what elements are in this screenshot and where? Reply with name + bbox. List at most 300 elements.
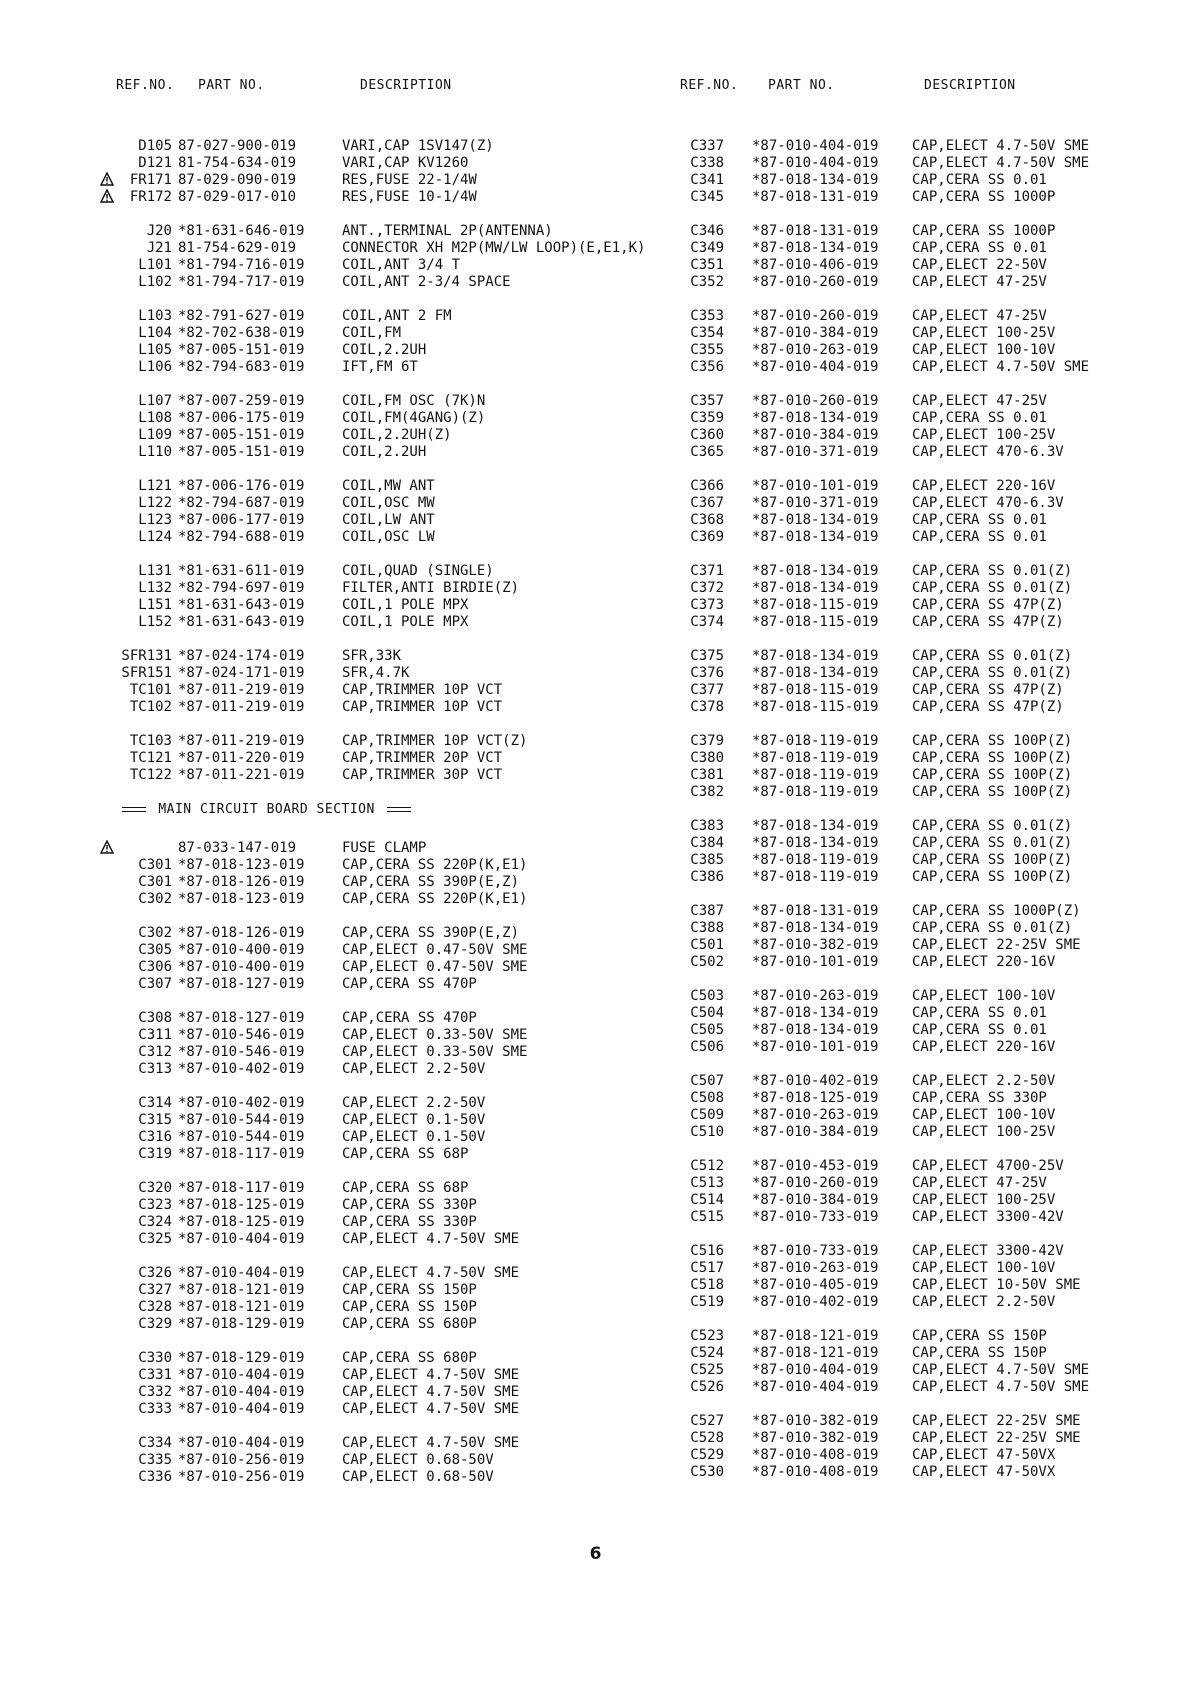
part-row <box>680 1175 1180 1192</box>
part-description: CAP,ELECT 3300-42V <box>912 1243 1064 1259</box>
part-group <box>112 478 672 546</box>
part-description: CAP,ELECT 100-25V <box>912 1192 1056 1208</box>
part-ref-no: C353 <box>690 308 724 324</box>
part-row <box>680 1260 1180 1277</box>
part-row <box>680 1447 1180 1464</box>
part-ref-no: L132 <box>138 580 172 596</box>
part-number: *87-010-402-019 <box>752 1073 879 1089</box>
part-description: CAP,CERA SS 100P(Z) <box>912 784 1073 800</box>
part-ref-no: C507 <box>690 1073 724 1089</box>
part-ref-no: TC122 <box>129 767 172 783</box>
part-ref-no: J21 <box>146 240 172 256</box>
part-number: *87-018-125-019 <box>752 1090 879 1106</box>
part-description: CAP,ELECT 22-25V SME <box>912 1413 1081 1429</box>
part-number: *87-010-371-019 <box>752 495 879 511</box>
part-number: *87-010-400-019 <box>178 942 305 958</box>
part-row <box>680 869 1180 886</box>
part-group <box>680 138 1180 206</box>
part-number: *87-018-127-019 <box>178 1010 305 1026</box>
part-number: *87-010-404-019 <box>178 1367 305 1383</box>
part-row <box>112 648 672 665</box>
part-number: *87-018-134-019 <box>752 172 879 188</box>
part-ref-no: C335 <box>138 1452 172 1468</box>
part-number: *87-018-134-019 <box>752 240 879 256</box>
part-group <box>680 818 1180 886</box>
part-group <box>680 1158 1180 1226</box>
part-description: CAP,ELECT 0.33-50V SME <box>342 1027 528 1043</box>
part-number: *87-010-263-019 <box>752 988 879 1004</box>
part-ref-no: C301 <box>138 857 172 873</box>
part-row <box>112 1197 672 1214</box>
part-ref-no: C351 <box>690 257 724 273</box>
part-ref-no: L101 <box>138 257 172 273</box>
part-number: *87-011-220-019 <box>178 750 305 766</box>
part-ref-no: C334 <box>138 1435 172 1451</box>
part-description: CAP,CERA SS 0.01 <box>912 1022 1047 1038</box>
part-group <box>680 1073 1180 1141</box>
part-description: CAP,ELECT 47-25V <box>912 308 1047 324</box>
part-ref-no: C376 <box>690 665 724 681</box>
part-row <box>680 954 1180 971</box>
part-ref-no: C512 <box>690 1158 724 1174</box>
part-ref-no: C515 <box>690 1209 724 1225</box>
part-row <box>680 1294 1180 1311</box>
part-row <box>680 835 1180 852</box>
part-row <box>680 512 1180 529</box>
part-description: CAP,ELECT 220-16V <box>912 478 1056 494</box>
part-ref-no: C330 <box>138 1350 172 1366</box>
part-row <box>112 274 672 291</box>
part-number: *87-018-131-019 <box>752 223 879 239</box>
part-ref-no: C354 <box>690 325 724 341</box>
part-number: *87-010-404-019 <box>178 1265 305 1281</box>
part-description: CAP,ELECT 2.2-50V <box>912 1073 1056 1089</box>
part-row <box>680 648 1180 665</box>
part-ref-no: C509 <box>690 1107 724 1123</box>
part-ref-no: L110 <box>138 444 172 460</box>
part-row <box>112 308 672 325</box>
part-description: CAP,ELECT 0.68-50V <box>342 1469 494 1485</box>
part-description: CAP,ELECT 0.1-50V <box>342 1129 486 1145</box>
part-ref-no: C302 <box>138 891 172 907</box>
part-number: *87-010-384-019 <box>752 1124 879 1140</box>
part-number: *87-010-384-019 <box>752 427 879 443</box>
part-description: CAP,CERA SS 47P(Z) <box>912 682 1064 698</box>
part-group <box>112 840 672 908</box>
part-ref-no: FR172 <box>129 189 172 205</box>
part-description: CAP,CERA SS 68P <box>342 1146 469 1162</box>
part-number: *87-010-260-019 <box>752 308 879 324</box>
part-ref-no: C385 <box>690 852 724 868</box>
part-ref-no: C523 <box>690 1328 724 1344</box>
part-row <box>680 1090 1180 1107</box>
part-description: CAP,TRIMMER 10P VCT <box>342 682 503 698</box>
part-description: CAP,ELECT 4.7-50V SME <box>912 155 1090 171</box>
part-row <box>112 733 672 750</box>
part-row <box>112 857 672 874</box>
part-description: CAP,CERA SS 0.01 <box>912 1005 1047 1021</box>
part-description: SFR,4.7K <box>342 665 410 681</box>
part-description: CAP,CERA SS 0.01(Z) <box>912 563 1073 579</box>
part-number: *87-018-119-019 <box>752 750 879 766</box>
part-number: *87-010-408-019 <box>752 1447 879 1463</box>
part-row <box>680 1430 1180 1447</box>
part-group <box>112 223 672 291</box>
part-description: CAP,CERA SS 0.01 <box>912 172 1047 188</box>
part-ref-no: C306 <box>138 959 172 975</box>
part-number: *82-794-687-019 <box>178 495 305 511</box>
part-row <box>112 444 672 461</box>
part-description: CAP,CERA SS 390P(E,Z) <box>342 925 520 941</box>
part-ref-no: C384 <box>690 835 724 851</box>
part-description: CAP,ELECT 470-6.3V <box>912 495 1064 511</box>
part-description: CAP,CERA SS 680P <box>342 1350 477 1366</box>
part-row <box>680 852 1180 869</box>
part-description: CAP,CERA SS 390P(E,Z) <box>342 874 520 890</box>
part-number: *87-018-134-019 <box>752 410 879 426</box>
right-column <box>680 78 1180 1498</box>
part-ref-no: L124 <box>138 529 172 545</box>
part-row <box>680 342 1180 359</box>
left-column <box>112 78 672 1503</box>
part-group <box>680 308 1180 376</box>
part-number: *82-702-638-019 <box>178 325 305 341</box>
part-group <box>112 1350 672 1418</box>
part-number: *81-631-646-019 <box>178 223 305 239</box>
part-number: *87-024-171-019 <box>178 665 305 681</box>
part-description: CAP,ELECT 100-10V <box>912 1107 1056 1123</box>
part-number: *87-010-404-019 <box>178 1401 305 1417</box>
part-row <box>680 1464 1180 1481</box>
part-ref-no: C356 <box>690 359 724 375</box>
part-number: *87-018-126-019 <box>178 925 305 941</box>
part-number: *87-018-134-019 <box>752 580 879 596</box>
part-number: *87-010-256-019 <box>178 1452 305 1468</box>
part-ref-no: C327 <box>138 1282 172 1298</box>
part-ref-no: SFR151 <box>121 665 172 681</box>
part-ref-no: C336 <box>138 1469 172 1485</box>
part-group <box>112 1265 672 1333</box>
part-number: *87-010-101-019 <box>752 1039 879 1055</box>
part-row <box>680 1073 1180 1090</box>
part-number: *87-024-174-019 <box>178 648 305 664</box>
part-number: *87-005-151-019 <box>178 444 305 460</box>
part-ref-no: C357 <box>690 393 724 409</box>
part-row <box>680 1005 1180 1022</box>
part-row <box>112 393 672 410</box>
part-description: RES,FUSE 10-1/4W <box>342 189 477 205</box>
part-row <box>680 920 1180 937</box>
part-row <box>680 903 1180 920</box>
part-number: *87-010-400-019 <box>178 959 305 975</box>
part-ref-no: C365 <box>690 444 724 460</box>
part-ref-no: C308 <box>138 1010 172 1026</box>
part-number: *87-010-260-019 <box>752 393 879 409</box>
part-description: COIL,FM(4GANG)(Z) <box>342 410 486 426</box>
part-number: *87-010-402-019 <box>178 1095 305 1111</box>
part-description: VARI,CAP KV1260 <box>342 155 469 171</box>
part-ref-no: C307 <box>138 976 172 992</box>
part-row <box>680 580 1180 597</box>
part-number: *87-018-129-019 <box>178 1350 305 1366</box>
part-number: *81-794-717-019 <box>178 274 305 290</box>
part-ref-no: C388 <box>690 920 724 936</box>
part-description: CAP,ELECT 2.2-50V <box>342 1061 486 1077</box>
part-row <box>680 308 1180 325</box>
part-row <box>680 410 1180 427</box>
part-number: *87-010-408-019 <box>752 1464 879 1480</box>
part-description: CAP,CERA SS 220P(K,E1) <box>342 857 528 873</box>
part-row <box>680 665 1180 682</box>
part-row <box>112 767 672 784</box>
part-ref-no: C355 <box>690 342 724 358</box>
part-description: CAP,CERA SS 0.01 <box>912 512 1047 528</box>
part-description: CAP,ELECT 0.47-50V SME <box>342 942 528 958</box>
part-row <box>680 818 1180 835</box>
part-row <box>112 563 672 580</box>
part-row <box>680 1413 1180 1430</box>
header-part-no: PART NO. <box>198 78 265 93</box>
part-ref-no: L131 <box>138 563 172 579</box>
part-description: CAP,CERA SS 470P <box>342 1010 477 1026</box>
part-number: *87-018-121-019 <box>752 1345 879 1361</box>
part-row <box>680 1328 1180 1345</box>
header-description: DESCRIPTION <box>360 78 452 93</box>
part-description: CONNECTOR XH M2P(MW/LW LOOP)(E,E1,K) <box>342 240 646 256</box>
part-description: IFT,FM 6T <box>342 359 418 375</box>
part-row <box>680 733 1180 750</box>
part-group <box>680 393 1180 461</box>
part-ref-no: C323 <box>138 1197 172 1213</box>
part-description: CAP,TRIMMER 30P VCT <box>342 767 503 783</box>
part-ref-no: TC121 <box>129 750 172 766</box>
part-group <box>680 223 1180 291</box>
part-row <box>680 257 1180 274</box>
part-number: *87-018-125-019 <box>178 1214 305 1230</box>
part-group <box>680 903 1180 971</box>
part-number: *87-010-544-019 <box>178 1112 305 1128</box>
part-row <box>680 1243 1180 1260</box>
part-number: *87-018-134-019 <box>752 529 879 545</box>
safety-warning-icon <box>100 840 114 857</box>
part-description: CAP,ELECT 220-16V <box>912 954 1056 970</box>
part-row <box>112 1435 672 1452</box>
part-number: *87-010-546-019 <box>178 1044 305 1060</box>
part-description: CAP,ELECT 4.7-50V SME <box>912 1362 1090 1378</box>
part-row <box>680 189 1180 206</box>
part-number: *87-010-404-019 <box>752 1379 879 1395</box>
part-number: *81-631-611-019 <box>178 563 305 579</box>
part-row <box>112 1316 672 1333</box>
part-row <box>112 1214 672 1231</box>
part-row <box>680 478 1180 495</box>
part-row <box>112 1146 672 1163</box>
part-description: VARI,CAP 1SV147(Z) <box>342 138 494 154</box>
part-group <box>680 988 1180 1056</box>
part-description: CAP,CERA SS 100P(Z) <box>912 767 1073 783</box>
part-row <box>680 223 1180 240</box>
part-number: *87-010-382-019 <box>752 1413 879 1429</box>
part-row <box>680 172 1180 189</box>
part-description: CAP,ELECT 100-10V <box>912 1260 1056 1276</box>
part-number: *87-018-134-019 <box>752 920 879 936</box>
part-description: CAP,CERA SS 47P(Z) <box>912 614 1064 630</box>
part-number: *87-011-219-019 <box>178 699 305 715</box>
part-row <box>112 682 672 699</box>
part-description: CAP,ELECT 0.47-50V SME <box>342 959 528 975</box>
part-description: CAP,ELECT 4.7-50V SME <box>342 1367 520 1383</box>
part-ref-no: C529 <box>690 1447 724 1463</box>
part-description: CAP,ELECT 4.7-50V SME <box>342 1435 520 1451</box>
part-ref-no: C508 <box>690 1090 724 1106</box>
part-number: *87-011-219-019 <box>178 733 305 749</box>
part-description: CAP,CERA SS 0.01 <box>912 240 1047 256</box>
part-ref-no: C371 <box>690 563 724 579</box>
part-number: *87-010-733-019 <box>752 1243 879 1259</box>
part-description: CAP,CERA SS 1000P <box>912 223 1056 239</box>
part-description: CAP,ELECT 100-25V <box>912 427 1056 443</box>
part-row <box>680 1345 1180 1362</box>
part-description: CAP,CERA SS 330P <box>342 1197 477 1213</box>
part-ref-no: C325 <box>138 1231 172 1247</box>
part-ref-no: C369 <box>690 529 724 545</box>
part-description: CAP,CERA SS 47P(Z) <box>912 597 1064 613</box>
part-ref-no: L151 <box>138 597 172 613</box>
part-ref-no: C528 <box>690 1430 724 1446</box>
part-ref-no: C524 <box>690 1345 724 1361</box>
part-ref-no: C378 <box>690 699 724 715</box>
part-group <box>112 1095 672 1163</box>
part-description: CAP,CERA SS 100P(Z) <box>912 869 1073 885</box>
part-description: CAP,ELECT 100-10V <box>912 342 1056 358</box>
part-description: CAP,ELECT 4.7-50V SME <box>342 1265 520 1281</box>
part-ref-no: C337 <box>690 138 724 154</box>
header-ref-no: REF.NO. <box>680 78 739 93</box>
part-row <box>680 393 1180 410</box>
part-number: *87-010-384-019 <box>752 325 879 341</box>
part-ref-no: J20 <box>146 223 172 239</box>
part-number: *87-018-134-019 <box>752 512 879 528</box>
part-row <box>680 529 1180 546</box>
part-description: CAP,ELECT 4.7-50V SME <box>912 359 1090 375</box>
part-number: *87-018-134-019 <box>752 1022 879 1038</box>
part-number: *87-005-151-019 <box>178 427 305 443</box>
part-ref-no: C305 <box>138 942 172 958</box>
part-description: CAP,TRIMMER 20P VCT <box>342 750 503 766</box>
part-row <box>680 563 1180 580</box>
part-description: CAP,ELECT 4.7-50V SME <box>912 138 1090 154</box>
part-group <box>112 393 672 461</box>
part-ref-no: L108 <box>138 410 172 426</box>
left-parts-list <box>112 138 672 784</box>
part-row <box>112 325 672 342</box>
part-row <box>680 988 1180 1005</box>
part-description: CAP,ELECT 4.7-50V SME <box>912 1379 1090 1395</box>
part-row <box>112 699 672 716</box>
part-group <box>680 1243 1180 1311</box>
part-description: CAP,CERA SS 100P(Z) <box>912 852 1073 868</box>
part-description: CAP,ELECT 2.2-50V <box>342 1095 486 1111</box>
part-description: CAP,CERA SS 0.01(Z) <box>912 580 1073 596</box>
part-row <box>112 1299 672 1316</box>
part-ref-no: C519 <box>690 1294 724 1310</box>
part-description: CAP,ELECT 47-50VX <box>912 1447 1056 1463</box>
part-ref-no: TC101 <box>129 682 172 698</box>
part-group <box>112 138 672 206</box>
part-ref-no: C324 <box>138 1214 172 1230</box>
part-number: *87-010-402-019 <box>178 1061 305 1077</box>
part-number: *87-010-382-019 <box>752 1430 879 1446</box>
right-parts-list <box>680 138 1180 1481</box>
part-ref-no: TC103 <box>129 733 172 749</box>
part-group <box>112 733 672 784</box>
part-number: *87-007-259-019 <box>178 393 305 409</box>
part-description: CAP,TRIMMER 10P VCT <box>342 699 503 715</box>
part-row <box>112 1469 672 1486</box>
part-number: *87-018-129-019 <box>178 1316 305 1332</box>
part-description: COIL,FM <box>342 325 402 341</box>
part-row <box>680 1039 1180 1056</box>
part-number: *87-018-121-019 <box>752 1328 879 1344</box>
part-row <box>680 155 1180 172</box>
part-number: *87-010-101-019 <box>752 478 879 494</box>
part-description: CAP,ELECT 10-50V SME <box>912 1277 1081 1293</box>
part-ref-no: C311 <box>138 1027 172 1043</box>
part-ref-no: C372 <box>690 580 724 596</box>
part-number: *87-010-733-019 <box>752 1209 879 1225</box>
part-ref-no: C502 <box>690 954 724 970</box>
part-description: CAP,CERA SS 0.01(Z) <box>912 648 1073 664</box>
part-number: *87-010-256-019 <box>178 1469 305 1485</box>
part-row <box>680 495 1180 512</box>
part-ref-no: L103 <box>138 308 172 324</box>
part-number: *81-631-643-019 <box>178 614 305 630</box>
part-description: COIL,2.2UH(Z) <box>342 427 452 443</box>
part-number: *87-018-125-019 <box>178 1197 305 1213</box>
part-group <box>680 563 1180 631</box>
part-ref-no: TC102 <box>129 699 172 715</box>
part-row <box>112 597 672 614</box>
part-number: *87-018-134-019 <box>752 818 879 834</box>
part-ref-no: C506 <box>690 1039 724 1055</box>
part-ref-no: C314 <box>138 1095 172 1111</box>
part-number: *87-010-406-019 <box>752 257 879 273</box>
part-description: CAP,ELECT 3300-42V <box>912 1209 1064 1225</box>
part-number: *82-794-697-019 <box>178 580 305 596</box>
part-ref-no: C333 <box>138 1401 172 1417</box>
part-row <box>112 891 672 908</box>
part-ref-no: C341 <box>690 172 724 188</box>
part-ref-no: L106 <box>138 359 172 375</box>
part-row <box>112 580 672 597</box>
part-description: CAP,CERA SS 330P <box>912 1090 1047 1106</box>
part-number: *87-018-115-019 <box>752 614 879 630</box>
part-row <box>112 1027 672 1044</box>
part-description: CAP,CERA SS 47P(Z) <box>912 699 1064 715</box>
part-description: COIL,2.2UH <box>342 444 427 460</box>
part-description: CAP,ELECT 2.2-50V <box>912 1294 1056 1310</box>
part-description: CAP,CERA SS 0.01 <box>912 529 1047 545</box>
part-row <box>112 925 672 942</box>
part-ref-no: C375 <box>690 648 724 664</box>
part-number: *87-010-404-019 <box>178 1435 305 1451</box>
part-row <box>680 444 1180 461</box>
part-number: *87-018-123-019 <box>178 891 305 907</box>
part-number: *87-018-119-019 <box>752 767 879 783</box>
part-number: *82-791-627-019 <box>178 308 305 324</box>
part-row <box>112 1129 672 1146</box>
part-number: *87-018-123-019 <box>178 857 305 873</box>
